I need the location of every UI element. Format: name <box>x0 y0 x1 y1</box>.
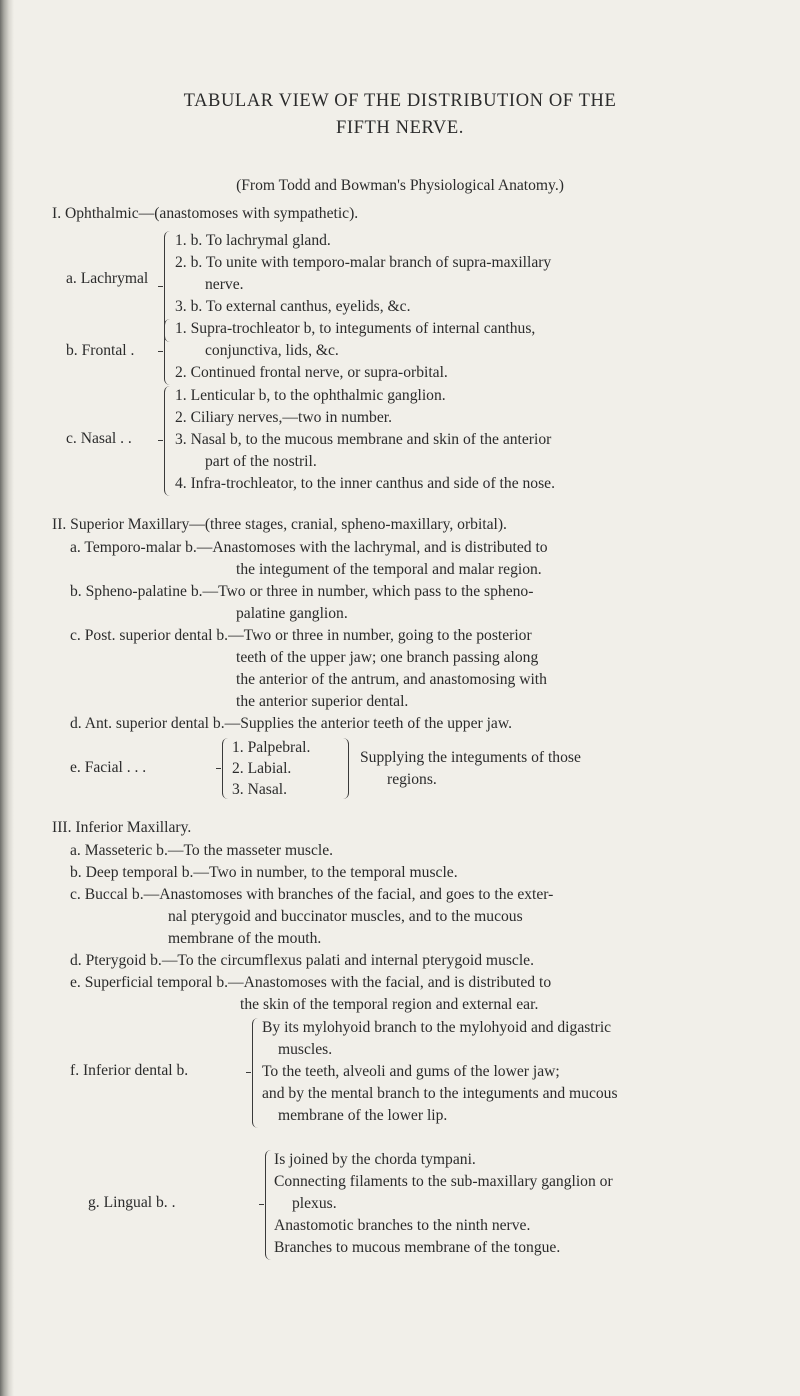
facial-label: e. Facial . . . <box>70 759 147 776</box>
nasal-line-1: 1. Lenticular b, to the ophthalmic ganglion. <box>175 387 446 404</box>
nasal-brace-nib <box>158 440 163 441</box>
lingual-line-2: Connecting filaments to the sub-maxillary ganglion or <box>274 1173 613 1190</box>
frontal-brace-nib <box>158 351 163 352</box>
lingual-line-1: Is joined by the chorda tympani. <box>274 1151 476 1168</box>
inferior-dental-line-2: muscles. <box>278 1041 333 1058</box>
s2-line-3: b. Spheno-palatine b.—Two or three in number, which pass to the spheno- <box>70 583 534 600</box>
s3-line-4: nal pterygoid and buccinator muscles, and to the mucous <box>168 908 523 925</box>
nasal-brace <box>164 386 170 496</box>
s2-line-7: the anterior of the antrum, and anastomosing with <box>236 671 547 688</box>
nasal-line-3: 3. Nasal b, to the mucous membrane and skin of the anterior <box>175 431 552 448</box>
inferior-dental-brace-nib <box>246 1072 251 1073</box>
s2-line-5: c. Post. superior dental b.—Two or three in number, going to the posterior <box>70 627 532 644</box>
source-citation: (From Todd and Bowman's Physiological Anatomy.) <box>236 177 564 194</box>
nasal-label: c. Nasal . . <box>66 430 132 447</box>
nasal-line-5: 4. Infra-trochleator, to the inner canthus and side of the nose. <box>175 475 555 492</box>
lingual-line-4: Anastomotic branches to the ninth nerve. <box>274 1217 531 1234</box>
s3-line-1: a. Masseteric b.—To the masseter muscle. <box>70 842 334 859</box>
facial-item-2: 2. Labial. <box>232 760 292 777</box>
inferior-dental-line-5: membrane of the lower lip. <box>278 1107 448 1124</box>
s2-line-6: teeth of the upper jaw; one branch passing along <box>236 649 539 666</box>
inferior-dental-line-3: To the teeth, alveoli and gums of the lower jaw; <box>262 1063 560 1080</box>
lachrymal-line-2: 2. b. To unite with temporo-malar branch of supra-maxillary <box>175 254 552 271</box>
s3-line-8: the skin of the temporal region and external ear. <box>240 996 539 1013</box>
s2-line-2: the integument of the temporal and malar region. <box>236 561 542 578</box>
facial-brace <box>222 738 228 799</box>
lachrymal-brace-nib <box>158 286 163 287</box>
title-line-2: FIFTH NERVE. <box>335 118 465 138</box>
frontal-line-1: 1. Supra-trochleator b, to integuments of internal canthus, <box>175 320 536 337</box>
s3-line-2: b. Deep temporal b.—Two in number, to the temporal muscle. <box>70 864 458 881</box>
section-2-heading: II. Superior Maxillary—(three stages, cranial, spheno-maxillary, orbital). <box>52 516 507 533</box>
s2-line-4: palatine ganglion. <box>236 605 348 622</box>
s3-line-5: membrane of the mouth. <box>168 930 322 947</box>
nasal-line-2: 2. Ciliary nerves,—two in number. <box>175 409 392 426</box>
frontal-brace <box>164 319 170 385</box>
frontal-line-3: 2. Continued frontal nerve, or supra-orbital. <box>175 364 448 381</box>
facial-item-1: 1. Palpebral. <box>232 739 311 756</box>
facial-note-line-2: regions. <box>387 771 437 788</box>
lingual-label: g. Lingual b. . <box>88 1194 176 1211</box>
section-3-heading: III. Inferior Maxillary. <box>52 819 192 836</box>
lachrymal-line-4: 3. b. To external canthus, eyelids, &c. <box>175 298 411 315</box>
lingual-line-3: plexus. <box>292 1195 337 1212</box>
page-binding-shadow <box>0 0 14 1396</box>
lachrymal-line-3: nerve. <box>205 276 244 293</box>
s3-line-7: e. Superficial temporal b.—Anastomoses with the facial, and is distributed to <box>70 974 552 991</box>
lingual-brace-nib <box>259 1204 264 1205</box>
lingual-line-5: Branches to mucous membrane of the tongue. <box>274 1239 561 1256</box>
frontal-label: b. Frontal . <box>66 342 135 359</box>
s2-line-9: d. Ant. superior dental b.—Supplies the anterior teeth of the upper jaw. <box>70 715 512 732</box>
lachrymal-line-1: 1. b. To lachrymal gland. <box>175 232 331 249</box>
section-1-heading: I. Ophthalmic—(anastomoses with sympathetic). <box>52 205 359 222</box>
facial-note-line-1: Supplying the integuments of those <box>360 749 581 766</box>
nasal-line-4: part of the nostril. <box>205 453 317 470</box>
facial-brace-nib <box>216 768 221 769</box>
lingual-brace <box>265 1150 271 1260</box>
s2-line-1: a. Temporo-malar b.—Anastomoses with the lachrymal, and is distributed to <box>70 539 548 556</box>
title-line-1: TABULAR VIEW OF THE DISTRIBUTION OF THE <box>183 91 617 111</box>
inferior-dental-line-1: By its mylohyoid branch to the mylohyoid and digastric <box>262 1019 612 1036</box>
inferior-dental-line-4: and by the mental branch to the integuments and mucous <box>262 1085 618 1102</box>
facial-right-brace <box>343 738 349 799</box>
facial-item-3: 3. Nasal. <box>232 781 287 798</box>
s3-line-6: d. Pterygoid b.—To the circumflexus palati and internal pterygoid muscle. <box>70 952 535 969</box>
s2-line-8: the anterior superior dental. <box>236 693 409 710</box>
inferior-dental-label: f. Inferior dental b. <box>70 1062 189 1079</box>
inferior-dental-brace <box>252 1018 258 1128</box>
s3-line-3: c. Buccal b.—Anastomoses with branches of the facial, and goes to the exter- <box>70 886 554 903</box>
lachrymal-label: a. Lachrymal <box>66 270 149 287</box>
frontal-line-2: conjunctiva, lids, &c. <box>205 342 339 359</box>
